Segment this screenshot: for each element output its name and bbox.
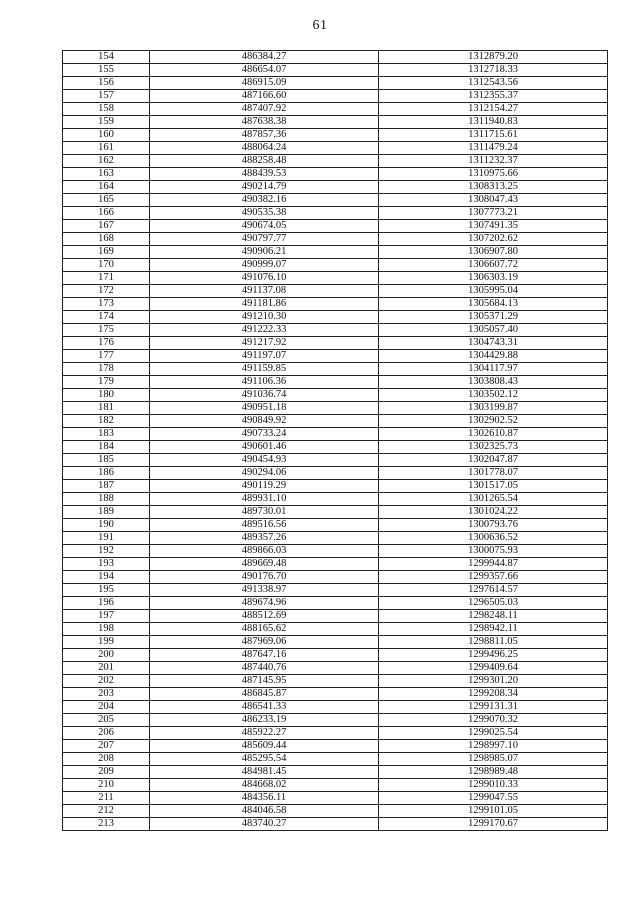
y-coordinate-cell: 1298989.48 <box>379 766 608 779</box>
table-row <box>63 246 608 259</box>
point-number-cell: 190 <box>63 519 150 532</box>
y-coordinate-cell: 1299944.87 <box>379 558 608 571</box>
point-number-cell: 211 <box>63 792 150 805</box>
table-row <box>63 350 608 363</box>
point-number-cell: 188 <box>63 493 150 506</box>
point-number-cell: 162 <box>63 155 150 168</box>
point-number-cell: 186 <box>63 467 150 480</box>
y-coordinate-cell: 1299010.33 <box>379 779 608 792</box>
table-row <box>63 428 608 441</box>
y-coordinate-cell: 1306303.19 <box>379 272 608 285</box>
y-coordinate-cell: 1311232.37 <box>379 155 608 168</box>
x-coordinate-cell: 489674.96 <box>150 597 379 610</box>
x-coordinate-cell: 491036.74 <box>150 389 379 402</box>
table-row <box>63 766 608 779</box>
x-coordinate-cell: 486654.07 <box>150 64 379 77</box>
point-number-cell: 155 <box>63 64 150 77</box>
point-number-cell: 166 <box>63 207 150 220</box>
x-coordinate-cell: 491137.08 <box>150 285 379 298</box>
point-number-cell: 199 <box>63 636 150 649</box>
table-row <box>63 649 608 662</box>
y-coordinate-cell: 1300636.52 <box>379 532 608 545</box>
table-row <box>63 155 608 168</box>
y-coordinate-cell: 1298985.07 <box>379 753 608 766</box>
x-coordinate-cell: 491076.10 <box>150 272 379 285</box>
table-row <box>63 779 608 792</box>
table-row <box>63 441 608 454</box>
y-coordinate-cell: 1304429.88 <box>379 350 608 363</box>
y-coordinate-cell: 1300793.76 <box>379 519 608 532</box>
point-number-cell: 192 <box>63 545 150 558</box>
point-number-cell: 198 <box>63 623 150 636</box>
table-row <box>63 558 608 571</box>
y-coordinate-cell: 1304743.31 <box>379 337 608 350</box>
x-coordinate-cell: 488165.62 <box>150 623 379 636</box>
table-row <box>63 142 608 155</box>
x-coordinate-cell: 486845.87 <box>150 688 379 701</box>
table-row <box>63 584 608 597</box>
x-coordinate-cell: 491217.92 <box>150 337 379 350</box>
x-coordinate-cell: 490382.16 <box>150 194 379 207</box>
x-coordinate-cell: 488258.48 <box>150 155 379 168</box>
point-number-cell: 154 <box>63 51 150 64</box>
x-coordinate-cell: 487440.76 <box>150 662 379 675</box>
x-coordinate-cell: 490454.93 <box>150 454 379 467</box>
y-coordinate-cell: 1311479.24 <box>379 142 608 155</box>
table-row <box>63 597 608 610</box>
y-coordinate-cell: 1303808.43 <box>379 376 608 389</box>
y-coordinate-cell: 1308047.43 <box>379 194 608 207</box>
point-number-cell: 179 <box>63 376 150 389</box>
point-number-cell: 171 <box>63 272 150 285</box>
x-coordinate-cell: 485922.27 <box>150 727 379 740</box>
x-coordinate-cell: 489866.03 <box>150 545 379 558</box>
x-coordinate-cell: 490176.70 <box>150 571 379 584</box>
x-coordinate-cell: 491106.36 <box>150 376 379 389</box>
table-row <box>63 324 608 337</box>
table-row <box>63 272 608 285</box>
x-coordinate-cell: 485295.54 <box>150 753 379 766</box>
point-number-cell: 169 <box>63 246 150 259</box>
x-coordinate-cell: 488439.53 <box>150 168 379 181</box>
point-number-cell: 193 <box>63 558 150 571</box>
table-row <box>63 610 608 623</box>
x-coordinate-cell: 486384.27 <box>150 51 379 64</box>
y-coordinate-cell: 1302610.87 <box>379 428 608 441</box>
x-coordinate-cell: 491197.07 <box>150 350 379 363</box>
table-row <box>63 103 608 116</box>
point-number-cell: 157 <box>63 90 150 103</box>
y-coordinate-cell: 1305057.40 <box>379 324 608 337</box>
table-row <box>63 363 608 376</box>
point-number-cell: 187 <box>63 480 150 493</box>
y-coordinate-cell: 1306607.72 <box>379 259 608 272</box>
point-number-cell: 212 <box>63 805 150 818</box>
x-coordinate-cell: 490906.21 <box>150 246 379 259</box>
y-coordinate-cell: 1302902.52 <box>379 415 608 428</box>
x-coordinate-cell: 487638.38 <box>150 116 379 129</box>
point-number-cell: 161 <box>63 142 150 155</box>
table-row <box>63 233 608 246</box>
point-number-cell: 181 <box>63 402 150 415</box>
point-number-cell: 208 <box>63 753 150 766</box>
y-coordinate-cell: 1312355.37 <box>379 90 608 103</box>
point-number-cell: 202 <box>63 675 150 688</box>
y-coordinate-cell: 1308313.25 <box>379 181 608 194</box>
x-coordinate-cell: 491210.30 <box>150 311 379 324</box>
y-coordinate-cell: 1312154.27 <box>379 103 608 116</box>
x-coordinate-cell: 483740.27 <box>150 818 379 831</box>
point-number-cell: 168 <box>63 233 150 246</box>
point-number-cell: 200 <box>63 649 150 662</box>
table-row <box>63 571 608 584</box>
y-coordinate-cell: 1298248.11 <box>379 610 608 623</box>
y-coordinate-cell: 1312543.56 <box>379 77 608 90</box>
x-coordinate-cell: 491222.33 <box>150 324 379 337</box>
table-row <box>63 506 608 519</box>
y-coordinate-cell: 1300075.93 <box>379 545 608 558</box>
table-row <box>63 532 608 545</box>
y-coordinate-cell: 1310975.66 <box>379 168 608 181</box>
x-coordinate-cell: 486915.09 <box>150 77 379 90</box>
point-number-cell: 175 <box>63 324 150 337</box>
point-number-cell: 156 <box>63 77 150 90</box>
table-row <box>63 337 608 350</box>
table-row <box>63 168 608 181</box>
table-row <box>63 740 608 753</box>
y-coordinate-cell: 1299070.32 <box>379 714 608 727</box>
table-row <box>63 402 608 415</box>
y-coordinate-cell: 1303199.87 <box>379 402 608 415</box>
x-coordinate-cell: 487647.16 <box>150 649 379 662</box>
y-coordinate-cell: 1303502.12 <box>379 389 608 402</box>
table-row <box>63 90 608 103</box>
x-coordinate-cell: 489730.01 <box>150 506 379 519</box>
point-number-cell: 185 <box>63 454 150 467</box>
y-coordinate-cell: 1301517.05 <box>379 480 608 493</box>
point-number-cell: 210 <box>63 779 150 792</box>
table-row <box>63 389 608 402</box>
table-row <box>63 64 608 77</box>
point-number-cell: 195 <box>63 584 150 597</box>
point-number-cell: 196 <box>63 597 150 610</box>
point-number-cell: 184 <box>63 441 150 454</box>
table-row <box>63 688 608 701</box>
x-coordinate-cell: 487145.95 <box>150 675 379 688</box>
x-coordinate-cell: 484356.11 <box>150 792 379 805</box>
x-coordinate-cell: 486541.33 <box>150 701 379 714</box>
y-coordinate-cell: 1305995.04 <box>379 285 608 298</box>
x-coordinate-cell: 487407.92 <box>150 103 379 116</box>
table-row <box>63 714 608 727</box>
x-coordinate-cell: 491181.86 <box>150 298 379 311</box>
x-coordinate-cell: 486233.19 <box>150 714 379 727</box>
table-row <box>63 493 608 506</box>
table-row <box>63 415 608 428</box>
table-row <box>63 636 608 649</box>
point-number-cell: 167 <box>63 220 150 233</box>
coordinates-table-body <box>63 51 608 831</box>
point-number-cell: 203 <box>63 688 150 701</box>
table-row <box>63 454 608 467</box>
page-number: 61 <box>312 18 328 33</box>
x-coordinate-cell: 489357.26 <box>150 532 379 545</box>
table-row <box>63 727 608 740</box>
table-row <box>63 207 608 220</box>
y-coordinate-cell: 1299025.54 <box>379 727 608 740</box>
point-number-cell: 178 <box>63 363 150 376</box>
y-coordinate-cell: 1299101.05 <box>379 805 608 818</box>
x-coordinate-cell: 490214.79 <box>150 181 379 194</box>
point-number-cell: 177 <box>63 350 150 363</box>
y-coordinate-cell: 1298942.11 <box>379 623 608 636</box>
point-number-cell: 183 <box>63 428 150 441</box>
y-coordinate-cell: 1301024.22 <box>379 506 608 519</box>
x-coordinate-cell: 488064.24 <box>150 142 379 155</box>
table-row <box>63 51 608 64</box>
table-row <box>63 129 608 142</box>
table-row <box>63 285 608 298</box>
table-row <box>63 376 608 389</box>
x-coordinate-cell: 490294.06 <box>150 467 379 480</box>
table-row <box>63 662 608 675</box>
table-row <box>63 194 608 207</box>
point-number-cell: 159 <box>63 116 150 129</box>
table-row <box>63 259 608 272</box>
point-number-cell: 165 <box>63 194 150 207</box>
table-row <box>63 623 608 636</box>
table-row <box>63 519 608 532</box>
point-number-cell: 173 <box>63 298 150 311</box>
y-coordinate-cell: 1312879.20 <box>379 51 608 64</box>
y-coordinate-cell: 1299301.20 <box>379 675 608 688</box>
point-number-cell: 191 <box>63 532 150 545</box>
point-number-cell: 207 <box>63 740 150 753</box>
table-row <box>63 792 608 805</box>
table-row <box>63 818 608 831</box>
table-row <box>63 116 608 129</box>
x-coordinate-cell: 491338.97 <box>150 584 379 597</box>
y-coordinate-cell: 1301265.54 <box>379 493 608 506</box>
coordinates-table <box>62 50 608 831</box>
y-coordinate-cell: 1307202.62 <box>379 233 608 246</box>
x-coordinate-cell: 490849.92 <box>150 415 379 428</box>
table-row <box>63 298 608 311</box>
point-number-cell: 189 <box>63 506 150 519</box>
x-coordinate-cell: 490535.38 <box>150 207 379 220</box>
x-coordinate-cell: 489669.48 <box>150 558 379 571</box>
table-row <box>63 675 608 688</box>
table-row <box>63 701 608 714</box>
point-number-cell: 160 <box>63 129 150 142</box>
y-coordinate-cell: 1299131.31 <box>379 701 608 714</box>
y-coordinate-cell: 1311715.61 <box>379 129 608 142</box>
x-coordinate-cell: 484046.58 <box>150 805 379 818</box>
x-coordinate-cell: 489931.10 <box>150 493 379 506</box>
point-number-cell: 209 <box>63 766 150 779</box>
table-row <box>63 220 608 233</box>
x-coordinate-cell: 484981.45 <box>150 766 379 779</box>
y-coordinate-cell: 1299208.34 <box>379 688 608 701</box>
x-coordinate-cell: 490797.77 <box>150 233 379 246</box>
x-coordinate-cell: 484668.02 <box>150 779 379 792</box>
y-coordinate-cell: 1301778.07 <box>379 467 608 480</box>
x-coordinate-cell: 488512.69 <box>150 610 379 623</box>
table-row <box>63 805 608 818</box>
y-coordinate-cell: 1299170.67 <box>379 818 608 831</box>
y-coordinate-cell: 1299496.25 <box>379 649 608 662</box>
point-number-cell: 201 <box>63 662 150 675</box>
x-coordinate-cell: 485609.44 <box>150 740 379 753</box>
point-number-cell: 194 <box>63 571 150 584</box>
x-coordinate-cell: 490601.46 <box>150 441 379 454</box>
point-number-cell: 172 <box>63 285 150 298</box>
point-number-cell: 197 <box>63 610 150 623</box>
y-coordinate-cell: 1307491.35 <box>379 220 608 233</box>
table-row <box>63 181 608 194</box>
point-number-cell: 205 <box>63 714 150 727</box>
table-row <box>63 480 608 493</box>
x-coordinate-cell: 490733.24 <box>150 428 379 441</box>
y-coordinate-cell: 1304117.97 <box>379 363 608 376</box>
point-number-cell: 163 <box>63 168 150 181</box>
table-row <box>63 311 608 324</box>
x-coordinate-cell: 487969.06 <box>150 636 379 649</box>
x-coordinate-cell: 490951.18 <box>150 402 379 415</box>
x-coordinate-cell: 490999.07 <box>150 259 379 272</box>
point-number-cell: 213 <box>63 818 150 831</box>
point-number-cell: 206 <box>63 727 150 740</box>
x-coordinate-cell: 491159.85 <box>150 363 379 376</box>
y-coordinate-cell: 1305371.29 <box>379 311 608 324</box>
x-coordinate-cell: 490119.29 <box>150 480 379 493</box>
point-number-cell: 182 <box>63 415 150 428</box>
point-number-cell: 176 <box>63 337 150 350</box>
y-coordinate-cell: 1302047.87 <box>379 454 608 467</box>
y-coordinate-cell: 1305684.13 <box>379 298 608 311</box>
y-coordinate-cell: 1312718.33 <box>379 64 608 77</box>
y-coordinate-cell: 1307773.21 <box>379 207 608 220</box>
point-number-cell: 180 <box>63 389 150 402</box>
y-coordinate-cell: 1306907.80 <box>379 246 608 259</box>
x-coordinate-cell: 490674.05 <box>150 220 379 233</box>
table-row <box>63 77 608 90</box>
point-number-cell: 170 <box>63 259 150 272</box>
point-number-cell: 164 <box>63 181 150 194</box>
y-coordinate-cell: 1311940.83 <box>379 116 608 129</box>
point-number-cell: 204 <box>63 701 150 714</box>
point-number-cell: 158 <box>63 103 150 116</box>
y-coordinate-cell: 1298811.05 <box>379 636 608 649</box>
x-coordinate-cell: 489516.56 <box>150 519 379 532</box>
y-coordinate-cell: 1299409.64 <box>379 662 608 675</box>
y-coordinate-cell: 1299357.66 <box>379 571 608 584</box>
point-number-cell: 174 <box>63 311 150 324</box>
table-row <box>63 467 608 480</box>
y-coordinate-cell: 1298997.10 <box>379 740 608 753</box>
y-coordinate-cell: 1296505.03 <box>379 597 608 610</box>
table-row <box>63 753 608 766</box>
y-coordinate-cell: 1302325.73 <box>379 441 608 454</box>
x-coordinate-cell: 487857.36 <box>150 129 379 142</box>
x-coordinate-cell: 487166.60 <box>150 90 379 103</box>
table-row <box>63 545 608 558</box>
y-coordinate-cell: 1299047.55 <box>379 792 608 805</box>
y-coordinate-cell: 1297614.57 <box>379 584 608 597</box>
